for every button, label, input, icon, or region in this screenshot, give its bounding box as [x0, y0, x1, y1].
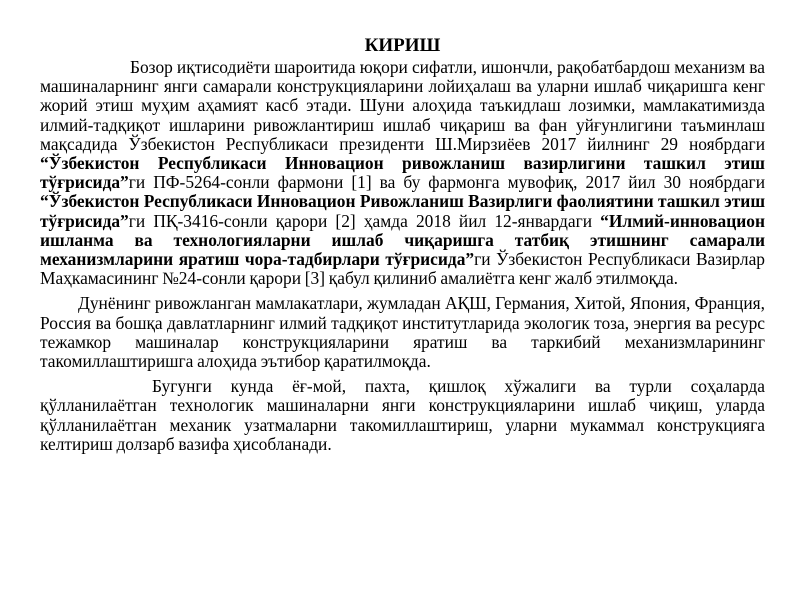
document-title: КИРИШ [364, 35, 441, 56]
cabinet-resolution-title-bold: “Илмий-инновацион ишланма ва технологияларни ишлаб чиқаришга татбиқ этишнинг самарали механизмларини яратиш чора-тадбирлари тўғрисида” [40, 210, 765, 270]
decree-title-bold: “Ўзбекистон Республикаси Инновацион ривожланиш вазирлигини ташкил этиш тўғрисида” [40, 153, 765, 193]
paragraph-text: Бозор иқтисодиёти шароитида юқори сифатли, ишончли, рақобатбардош механизм ва машиналарнинг янги самарали конструкцияларини лойиҳалаш ва уларни ишлаб чиқаришга кенг жорий этиш муҳим аҳамият касб этади. Шуни алоҳида таъкидлаш лозимки, мамлакатимизда илмий-тадқиқот ишларини ривожлантириш ишлаб чиқариш ва фан уйғунлигини таъминлаш мақсадида Ўзбекистон Республикаси президенти Ш.Мирзиёев 2017 йилнинг 29 ноябрдаги [40, 57, 765, 154]
document-page [40, 36, 765, 454]
world-practice-paragraph: Дунёнинг ривожланган мамлакатлари, жумладан АҚШ, Германия, Хитой, Япония, Франция, Россия ва бошқа давлатларнинг илмий тадқиқот институтларида экологик тоза, энергия ва ресурс тежамкор машиналар конструкцияларини яратиш ва таркибий механизмларининг такомиллаштиришга алоҳида эътибор қаратилмоқда. [40, 293, 765, 372]
intro-paragraph [40, 58, 765, 288]
resolution-title-bold: “Ўзбекистон Республикаси Инновацион Ривожланиш Вазирлиги фаолиятини ташкил этиш тўғрисида” [40, 191, 765, 231]
paragraph-text: ги ПҚ-3416-сонли қарори [2] ҳамда 2018 йил 12-январдаги [128, 210, 601, 231]
paragraph-text: ги ПФ-5264-сонли фармони [1] ва бу фармонга мувофиқ, 2017 йил 30 ноябрдаги [128, 172, 765, 193]
paragraph-text: ги Ўзбекистон Республикаси Вазирлар Маҳкамасининг №24-сонли қарори [3] қабул қилиниб амалиётга кенг жалб этилмоқда. [40, 249, 765, 289]
current-tasks-paragraph: Бугунги кунда ёғ-мой, пахта, қишлоқ хўжалиги ва турли соҳаларда қўлланилаётган технологик машиналарни янги конструкцияларини ишлаб чиқиш, уларда қўлланилаётган механик узатмаларни такомиллаштириш, уларни мукаммал конструкцияга келтириш долзарб вазифа ҳисобланади. [40, 376, 765, 454]
